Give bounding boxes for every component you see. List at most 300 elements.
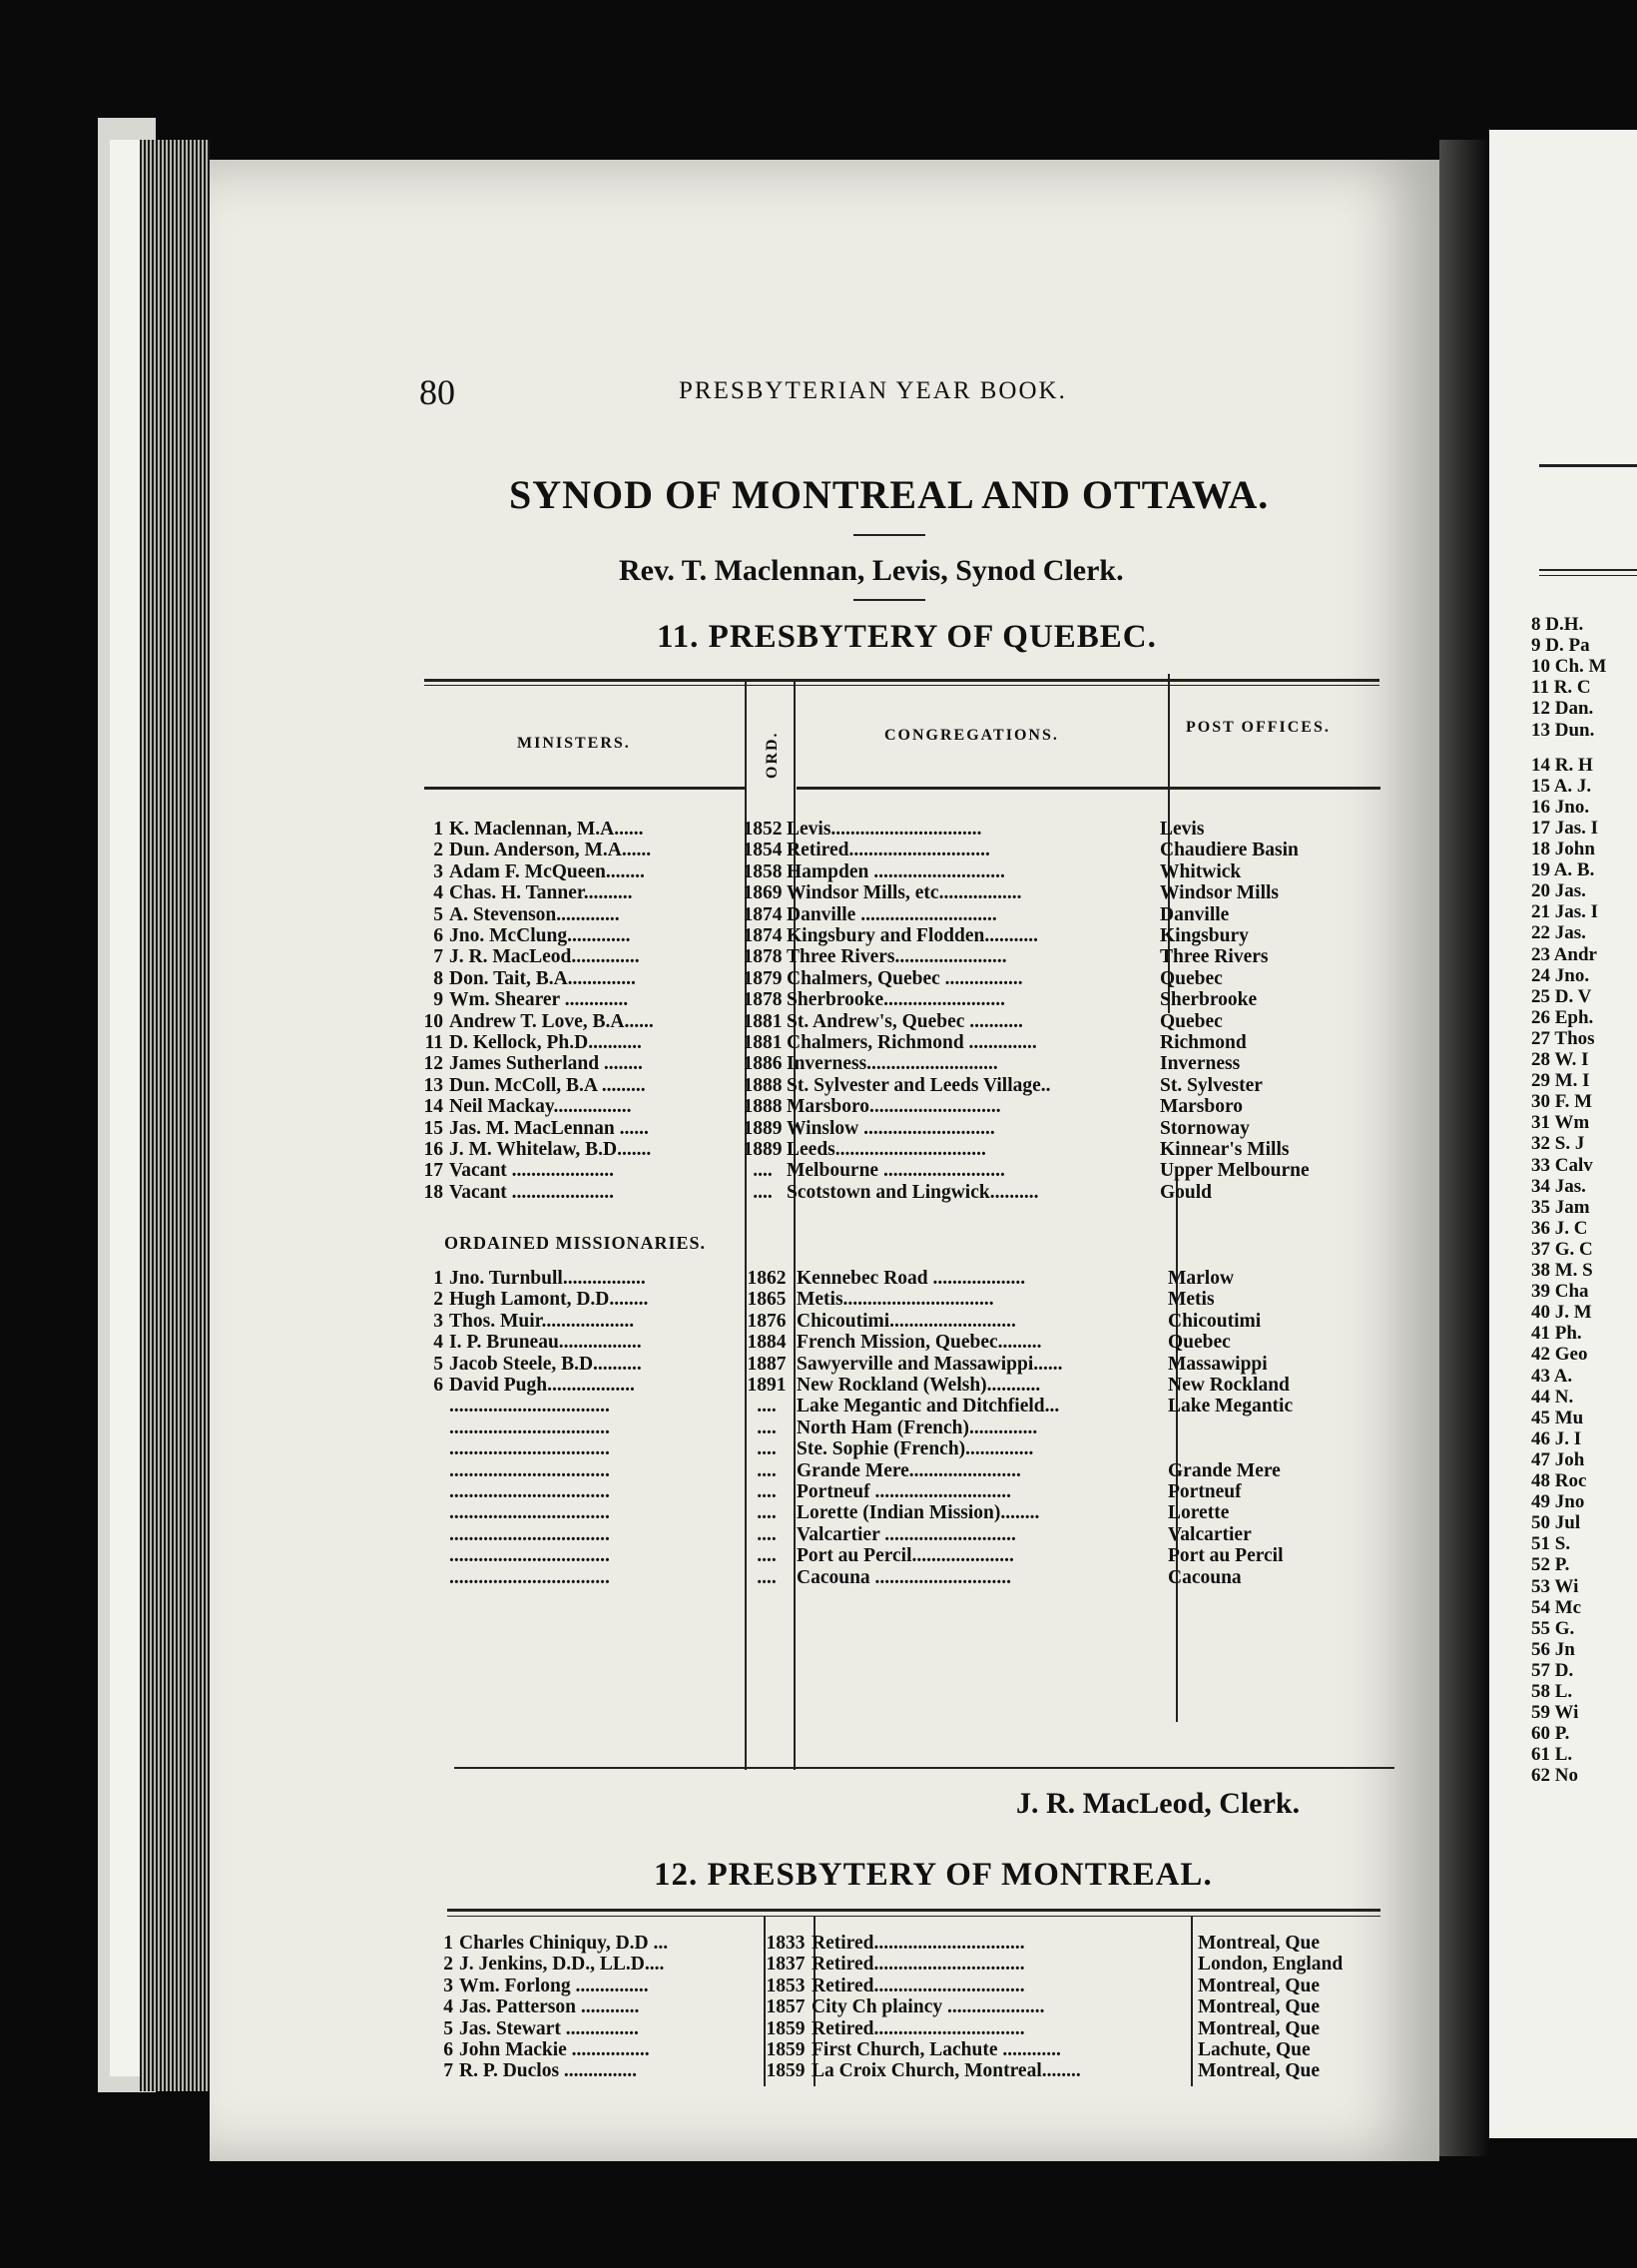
table-row bbox=[419, 1311, 1377, 1332]
table-row bbox=[419, 1032, 1377, 1053]
congregation: Kennebec Road ................... bbox=[797, 1268, 1026, 1289]
ordination-year: .... bbox=[757, 1523, 777, 1545]
row-number: 4 bbox=[443, 1996, 453, 2018]
congregation: North Ham (French).............. bbox=[797, 1417, 1038, 1438]
ordination-year: 1874 bbox=[743, 903, 783, 925]
row-number: 3 bbox=[433, 1310, 443, 1332]
table-row bbox=[419, 1418, 1377, 1438]
post-office: Three Rivers bbox=[1160, 946, 1269, 968]
table-row bbox=[419, 946, 1377, 967]
presbytery-quebec-title: 11. PRESBYTERY OF QUEBEC. bbox=[657, 619, 1157, 655]
table-row bbox=[419, 1375, 1377, 1396]
ordination-year: 1857 bbox=[766, 1996, 806, 2018]
page-number: 80 bbox=[419, 372, 455, 412]
ordination-year: 1878 bbox=[743, 946, 783, 968]
row-number: 6 bbox=[443, 2039, 453, 2060]
table-top-rule-thin bbox=[424, 685, 1379, 686]
table-bottom-rule bbox=[454, 1767, 1394, 1769]
row-number: 7 bbox=[433, 946, 443, 968]
minister-name: Vacant ..................... bbox=[449, 1160, 615, 1182]
congregation: Chalmers, Quebec ................ bbox=[787, 967, 1023, 989]
table-row bbox=[419, 1160, 1377, 1181]
right-page-row: 34 Jas. bbox=[1531, 1175, 1586, 1197]
post-office: Marlow bbox=[1168, 1268, 1235, 1289]
post-office: Quebec bbox=[1160, 1010, 1223, 1032]
minister-name: David Pugh.................. bbox=[449, 1375, 635, 1396]
ordination-year: 1859 bbox=[766, 2017, 806, 2039]
post-office: Lorette bbox=[1168, 1502, 1230, 1524]
right-page-fragment bbox=[1489, 130, 1637, 2138]
right-page-row: 27 Thos bbox=[1531, 1027, 1595, 1049]
page-stack-edge bbox=[140, 140, 210, 2091]
right-page-row: 24 Jno. bbox=[1531, 964, 1590, 986]
congregation: Retired............................... bbox=[812, 1933, 1025, 1954]
table-row bbox=[429, 2060, 1387, 2081]
right-page-row: 12 Dan. bbox=[1531, 698, 1594, 720]
congregation: Grande Mere....................... bbox=[797, 1459, 1021, 1481]
ordination-year: 1852 bbox=[743, 819, 783, 840]
right-page-row: 22 Jas. bbox=[1531, 922, 1586, 944]
ordination-year: 1891 bbox=[747, 1375, 787, 1396]
minister-name: ................................. bbox=[449, 1481, 610, 1502]
right-page-row: 28 W. I bbox=[1531, 1049, 1589, 1070]
presbytery-montreal-title: 12. PRESBYTERY OF MONTREAL. bbox=[654, 1857, 1213, 1893]
row-number: 6 bbox=[433, 1375, 443, 1396]
row-number: 1 bbox=[443, 1933, 453, 1954]
post-office: Valcartier bbox=[1168, 1523, 1252, 1545]
post-office: Montreal, Que bbox=[1198, 1975, 1321, 1996]
right-page-row: 39 Cha bbox=[1531, 1281, 1589, 1303]
table-row bbox=[419, 1524, 1377, 1545]
congregation: Chicoutimi.......................... bbox=[797, 1310, 1016, 1332]
ordination-year: 1833 bbox=[766, 1933, 806, 1954]
ordination-year: 1888 bbox=[743, 1096, 783, 1118]
table-top-rule-thin bbox=[447, 1916, 1380, 1917]
table-row bbox=[429, 1954, 1387, 1975]
right-page-row: 25 D. V bbox=[1531, 985, 1592, 1007]
table-top-rule bbox=[424, 679, 1379, 682]
ordination-year: 1876 bbox=[747, 1310, 787, 1332]
row-number: 1 bbox=[433, 1268, 443, 1289]
post-office: Inverness bbox=[1160, 1053, 1241, 1075]
row-number: 4 bbox=[433, 882, 443, 904]
minister-name: John Mackie ................ bbox=[459, 2039, 650, 2060]
congregation: Danville ............................ bbox=[787, 903, 997, 925]
row-number: 13 bbox=[423, 1074, 443, 1096]
post-office: Cacouna bbox=[1168, 1566, 1242, 1588]
minister-name: Hugh Lamont, D.D........ bbox=[449, 1289, 649, 1311]
row-number: 3 bbox=[443, 1975, 453, 1996]
right-page-row: 43 A. bbox=[1531, 1365, 1573, 1387]
minister-name: ................................. bbox=[449, 1566, 610, 1588]
minister-name: K. Maclennan, M.A...... bbox=[449, 819, 644, 840]
post-office: Portneuf bbox=[1168, 1481, 1242, 1502]
right-page-row: 37 G. C bbox=[1531, 1238, 1593, 1260]
right-page-row: 10 Ch. M bbox=[1531, 656, 1607, 678]
table-row bbox=[429, 1976, 1387, 1996]
minister-name: Andrew T. Love, B.A...... bbox=[449, 1010, 654, 1032]
post-office: Upper Melbourne bbox=[1160, 1160, 1310, 1182]
congregation: Windsor Mills, etc................. bbox=[787, 882, 1022, 904]
right-page-row: 44 N. bbox=[1531, 1386, 1574, 1408]
congregation: Kingsbury and Flodden........... bbox=[787, 925, 1038, 946]
congregation: Levis............................... bbox=[787, 819, 982, 840]
ordination-year: 1859 bbox=[766, 2039, 806, 2060]
minister-name: R. P. Duclos ............... bbox=[459, 2060, 638, 2082]
ordination-year: 1881 bbox=[743, 1010, 783, 1032]
post-office: St. Sylvester bbox=[1160, 1074, 1263, 1096]
congregation: Hampden ........................... bbox=[787, 860, 1005, 882]
congregation: Retired............................... bbox=[812, 2017, 1025, 2039]
post-office: Windsor Mills bbox=[1160, 882, 1280, 904]
congregation: Retired............................... bbox=[812, 1954, 1025, 1976]
right-page-row: 14 R. H bbox=[1531, 754, 1593, 776]
table-row bbox=[419, 989, 1377, 1010]
right-page-row: 30 F. M bbox=[1531, 1091, 1593, 1113]
congregation: Lake Megantic and Ditchfield... bbox=[797, 1396, 1060, 1418]
congregation: Marsboro........................... bbox=[787, 1096, 1001, 1118]
minister-name: Dun. Anderson, M.A...... bbox=[449, 840, 652, 861]
minister-name: ................................. bbox=[449, 1396, 610, 1418]
row-number: 2 bbox=[443, 1954, 453, 1976]
right-page-rule bbox=[1539, 569, 1637, 571]
right-page-row: 41 Ph. bbox=[1531, 1323, 1582, 1345]
row-number: 8 bbox=[433, 967, 443, 989]
right-page-row: 56 Jn bbox=[1531, 1638, 1575, 1660]
right-page-row: 17 Jas. I bbox=[1531, 817, 1599, 839]
congregation: Leeds............................... bbox=[787, 1139, 986, 1160]
right-page-row: 42 Geo bbox=[1531, 1344, 1588, 1366]
book-gutter bbox=[1439, 140, 1489, 2156]
post-office: Danville bbox=[1160, 903, 1230, 925]
ordination-year: 1869 bbox=[743, 882, 783, 904]
table-row bbox=[429, 2039, 1387, 2060]
table-row bbox=[419, 840, 1377, 860]
minister-name: Vacant ..................... bbox=[449, 1181, 615, 1203]
minister-name: D. Kellock, Ph.D........... bbox=[449, 1032, 642, 1053]
post-office: Gould bbox=[1160, 1181, 1213, 1203]
minister-name: Jacob Steele, B.D.......... bbox=[449, 1353, 642, 1375]
row-number: 11 bbox=[424, 1032, 443, 1053]
divider bbox=[853, 599, 925, 601]
ordination-year: 1858 bbox=[743, 860, 783, 882]
row-number: 4 bbox=[433, 1332, 443, 1354]
congregation: Sawyerville and Massawippi...... bbox=[797, 1353, 1063, 1375]
post-office: London, England bbox=[1198, 1954, 1344, 1976]
minister-name: Jas. Patterson ............ bbox=[459, 1996, 640, 2018]
congregation: Retired............................... bbox=[812, 1975, 1025, 1996]
table-row bbox=[419, 1438, 1377, 1459]
right-page-row: 32 S. J bbox=[1531, 1133, 1585, 1155]
congregation: Scotstown and Lingwick.......... bbox=[787, 1181, 1039, 1203]
minister-name: Neil Mackay................ bbox=[449, 1096, 632, 1118]
congregation: First Church, Lachute ............ bbox=[812, 2039, 1061, 2060]
minister-name: J. M. Whitelaw, B.D....... bbox=[449, 1139, 652, 1160]
right-page-row: 48 Roc bbox=[1531, 1470, 1587, 1491]
minister-name: Jno. Turnbull................. bbox=[449, 1268, 646, 1289]
right-page-row: 52 P. bbox=[1531, 1554, 1570, 1576]
right-page-row: 13 Dun. bbox=[1531, 719, 1595, 741]
right-page-row: 53 Wi bbox=[1531, 1575, 1579, 1597]
ordination-year: 1854 bbox=[743, 840, 783, 861]
congregation: La Croix Church, Montreal........ bbox=[812, 2060, 1081, 2082]
congregation: Retired............................. bbox=[787, 840, 990, 861]
synod-clerk: Rev. T. Maclennan, Levis, Synod Clerk. bbox=[619, 554, 1124, 587]
table-row bbox=[419, 1011, 1377, 1032]
table-row bbox=[419, 1545, 1377, 1566]
minister-name: Charles Chiniquy, D.D ... bbox=[459, 1933, 669, 1954]
ordination-year: 1853 bbox=[766, 1975, 806, 1996]
row-number: 6 bbox=[433, 925, 443, 946]
table-row bbox=[429, 1996, 1387, 2017]
right-page-row: 40 J. M bbox=[1531, 1302, 1592, 1324]
synod-title: SYNOD OF MONTREAL AND OTTAWA. bbox=[509, 472, 1270, 517]
post-office: Richmond bbox=[1160, 1032, 1247, 1053]
minister-name: ................................. bbox=[449, 1545, 610, 1567]
ordination-year: 1881 bbox=[743, 1032, 783, 1053]
ordination-year: 1886 bbox=[743, 1053, 783, 1075]
congregation: Metis............................... bbox=[797, 1289, 994, 1311]
ordination-year: .... bbox=[757, 1481, 777, 1502]
right-page-row: 58 L. bbox=[1531, 1681, 1573, 1702]
row-number: 12 bbox=[423, 1053, 443, 1075]
congregation: Cacouna ............................ bbox=[797, 1566, 1012, 1588]
post-office: Whitwick bbox=[1160, 860, 1242, 882]
ordination-year: 1888 bbox=[743, 1074, 783, 1096]
row-number: 15 bbox=[423, 1117, 443, 1139]
ordination-year: .... bbox=[757, 1566, 777, 1588]
right-page-row: 23 Andr bbox=[1531, 943, 1597, 965]
minister-name: Jno. McClung............. bbox=[449, 925, 631, 946]
right-page-row: 26 Eph. bbox=[1531, 1006, 1594, 1028]
right-page-row: 51 S. bbox=[1531, 1533, 1571, 1555]
minister-name: ................................. bbox=[449, 1523, 610, 1545]
header-underline bbox=[424, 787, 747, 790]
post-office: Chicoutimi bbox=[1168, 1310, 1262, 1332]
table-row bbox=[419, 1096, 1377, 1117]
right-page-rule-thin bbox=[1539, 575, 1637, 576]
row-number: 5 bbox=[443, 2017, 453, 2039]
ordination-year: 1879 bbox=[743, 967, 783, 989]
minister-name: A. Stevenson............. bbox=[449, 903, 620, 925]
ordination-year: 1889 bbox=[743, 1139, 783, 1160]
header-ord: ORD. bbox=[764, 731, 781, 779]
congregation: St. Sylvester and Leeds Village.. bbox=[787, 1074, 1051, 1096]
right-page-row: 16 Jno. bbox=[1531, 796, 1590, 818]
table-row bbox=[419, 904, 1377, 925]
table-row bbox=[419, 1118, 1377, 1139]
row-number: 2 bbox=[433, 840, 443, 861]
right-page-row: 19 A. B. bbox=[1531, 859, 1595, 881]
post-office: Quebec bbox=[1160, 967, 1223, 989]
right-page-row: 54 Mc bbox=[1531, 1596, 1582, 1618]
post-office: Stornoway bbox=[1160, 1117, 1250, 1139]
right-page-row: 29 M. I bbox=[1531, 1070, 1590, 1092]
header-ministers: MINISTERS. bbox=[517, 735, 631, 752]
post-office: Montreal, Que bbox=[1198, 1933, 1321, 1954]
table-row bbox=[419, 1182, 1377, 1203]
header-post-offices: POST OFFICES. bbox=[1186, 719, 1331, 736]
right-page-row: 55 G. bbox=[1531, 1617, 1575, 1639]
post-office: Sherbrooke bbox=[1160, 989, 1258, 1011]
post-office: Chaudiere Basin bbox=[1160, 840, 1299, 861]
congregation: Winslow ........................... bbox=[787, 1117, 995, 1139]
table-row bbox=[419, 1460, 1377, 1481]
congregation: New Rockland (Welsh)........... bbox=[797, 1375, 1041, 1396]
table-row bbox=[419, 882, 1377, 903]
minister-name: ................................. bbox=[449, 1459, 610, 1481]
minister-name: Chas. H. Tanner.......... bbox=[449, 882, 633, 904]
minister-name: Wm. Forlong ............... bbox=[459, 1975, 649, 1996]
ordination-year: 1884 bbox=[747, 1332, 787, 1354]
table-row bbox=[419, 1053, 1377, 1074]
right-page-row: 11 R. C bbox=[1531, 677, 1591, 699]
post-office: New Rockland bbox=[1168, 1375, 1290, 1396]
row-number: 10 bbox=[423, 1010, 443, 1032]
post-office: Quebec bbox=[1168, 1332, 1231, 1354]
right-page-rule bbox=[1539, 464, 1637, 467]
post-office: Montreal, Que bbox=[1198, 2060, 1321, 2082]
ordination-year: .... bbox=[757, 1417, 777, 1438]
header-underline bbox=[797, 787, 1380, 790]
post-office: Kinnear's Mills bbox=[1160, 1139, 1290, 1160]
table-row bbox=[419, 1481, 1377, 1502]
book-edge-light bbox=[110, 140, 140, 2076]
row-number: 1 bbox=[433, 819, 443, 840]
table-row bbox=[419, 1567, 1377, 1588]
table-row bbox=[429, 1933, 1387, 1954]
congregation: Melbourne ......................... bbox=[787, 1160, 1005, 1182]
table-row bbox=[419, 1139, 1377, 1160]
table-top-rule bbox=[447, 1909, 1380, 1912]
ordination-year: 1865 bbox=[747, 1289, 787, 1311]
header-congregations: CONGREGATIONS. bbox=[884, 727, 1059, 744]
congregation: Inverness........................... bbox=[787, 1053, 998, 1075]
congregation: French Mission, Quebec......... bbox=[797, 1332, 1042, 1354]
ordination-year: 1837 bbox=[766, 1954, 806, 1976]
ordination-year: 1859 bbox=[766, 2060, 806, 2082]
table-row bbox=[419, 925, 1377, 946]
ordination-year: .... bbox=[757, 1396, 777, 1418]
post-office: Lachute, Que bbox=[1198, 2039, 1311, 2060]
row-number: 5 bbox=[433, 903, 443, 925]
congregation: St. Andrew's, Quebec ........... bbox=[787, 1010, 1023, 1032]
minister-name: ................................. bbox=[449, 1438, 610, 1460]
minister-name: Jas. Stewart ............... bbox=[459, 2017, 639, 2039]
minister-name: Wm. Shearer ............. bbox=[449, 989, 629, 1011]
table-row bbox=[419, 1396, 1377, 1417]
right-page-row: 18 John bbox=[1531, 839, 1595, 859]
row-number: 18 bbox=[423, 1181, 443, 1203]
ordination-year: 1887 bbox=[747, 1353, 787, 1375]
minister-name: I. P. Bruneau................. bbox=[449, 1332, 642, 1354]
right-page-row: 36 J. C bbox=[1531, 1217, 1588, 1239]
post-office: Metis bbox=[1168, 1289, 1215, 1311]
congregation: City Ch plaincy .................... bbox=[812, 1996, 1045, 2018]
presbytery-quebec-clerk: J. R. MacLeod, Clerk. bbox=[1016, 1787, 1301, 1820]
ordination-year: .... bbox=[757, 1545, 777, 1567]
ordination-year: 1889 bbox=[743, 1117, 783, 1139]
minister-name: J. Jenkins, D.D., LL.D.... bbox=[459, 1954, 665, 1976]
post-office: Kingsbury bbox=[1160, 925, 1249, 946]
congregation: Lorette (Indian Mission)........ bbox=[797, 1502, 1040, 1524]
right-page-row: 62 No bbox=[1531, 1765, 1578, 1787]
row-number: 14 bbox=[423, 1096, 443, 1118]
row-number: 17 bbox=[423, 1160, 443, 1182]
ordination-year: 1862 bbox=[747, 1268, 787, 1289]
row-number: 2 bbox=[433, 1289, 443, 1311]
post-office: Montreal, Que bbox=[1198, 2017, 1321, 2039]
minister-name: ................................. bbox=[449, 1502, 610, 1524]
minister-name: ................................. bbox=[449, 1417, 610, 1438]
ordination-year: .... bbox=[757, 1459, 777, 1481]
row-number: 16 bbox=[423, 1139, 443, 1160]
post-office: Marsboro bbox=[1160, 1096, 1244, 1118]
minister-name: Adam F. McQueen........ bbox=[449, 860, 645, 882]
minister-name: J. R. MacLeod.............. bbox=[449, 946, 640, 968]
right-page-row: 45 Mu bbox=[1531, 1407, 1584, 1428]
congregation: Sherbrooke......................... bbox=[787, 989, 1006, 1011]
minister-name: Thos. Muir................... bbox=[449, 1310, 635, 1332]
right-page-row: 61 L. bbox=[1531, 1744, 1573, 1766]
table-row bbox=[419, 1075, 1377, 1096]
table-row bbox=[419, 1502, 1377, 1523]
post-office: Levis bbox=[1160, 819, 1205, 840]
table-row bbox=[419, 1354, 1377, 1375]
left-page bbox=[210, 160, 1439, 2161]
table-row bbox=[419, 861, 1377, 882]
right-page-row: 57 D. bbox=[1531, 1659, 1574, 1681]
right-page-row: 21 Jas. I bbox=[1531, 901, 1599, 923]
row-number: 5 bbox=[433, 1353, 443, 1375]
right-page-row: 35 Jam bbox=[1531, 1196, 1590, 1218]
minister-name: James Sutherland ........ bbox=[449, 1053, 643, 1075]
table-row bbox=[429, 2018, 1387, 2039]
right-page-row: 31 Wm bbox=[1531, 1112, 1590, 1134]
congregation: Port au Percil..................... bbox=[797, 1545, 1014, 1567]
right-page-row: 59 Wi bbox=[1531, 1702, 1579, 1724]
table-row bbox=[419, 1289, 1377, 1310]
row-number: 7 bbox=[443, 2060, 453, 2082]
right-page-row: 33 Calv bbox=[1531, 1154, 1593, 1176]
ordination-year: 1878 bbox=[743, 989, 783, 1011]
minister-name: Dun. McColl, B.A ......... bbox=[449, 1074, 646, 1096]
minister-name: Jas. M. MacLennan ...... bbox=[449, 1117, 649, 1139]
right-page-row: 46 J. I bbox=[1531, 1427, 1582, 1449]
minister-name: Don. Tait, B.A.............. bbox=[449, 967, 636, 989]
ordination-year: .... bbox=[757, 1502, 777, 1524]
congregation: Ste. Sophie (French).............. bbox=[797, 1438, 1034, 1460]
post-office: Port au Percil bbox=[1168, 1545, 1284, 1567]
ordained-missionaries-label: ORDAINED MISSIONARIES. bbox=[444, 1233, 707, 1253]
post-office: Lake Megantic bbox=[1168, 1396, 1294, 1418]
right-page-row: 15 A. J. bbox=[1531, 775, 1592, 797]
right-page-row: 38 M. S bbox=[1531, 1260, 1593, 1281]
row-number: 9 bbox=[433, 989, 443, 1011]
table-row bbox=[419, 819, 1377, 840]
right-page-row: 20 Jas. bbox=[1531, 880, 1586, 902]
divider bbox=[853, 534, 925, 536]
running-head: PRESBYTERIAN YEAR BOOK. bbox=[679, 377, 1067, 404]
right-page-row: 47 Joh bbox=[1531, 1448, 1585, 1470]
congregation: Three Rivers....................... bbox=[787, 946, 1007, 968]
right-page-row: 49 Jno bbox=[1531, 1491, 1585, 1513]
row-number: 3 bbox=[433, 860, 443, 882]
ordination-year: .... bbox=[757, 1438, 777, 1460]
table-row bbox=[419, 968, 1377, 989]
post-office: Grande Mere bbox=[1168, 1459, 1281, 1481]
right-page-row: 8 D.H. bbox=[1531, 614, 1584, 635]
